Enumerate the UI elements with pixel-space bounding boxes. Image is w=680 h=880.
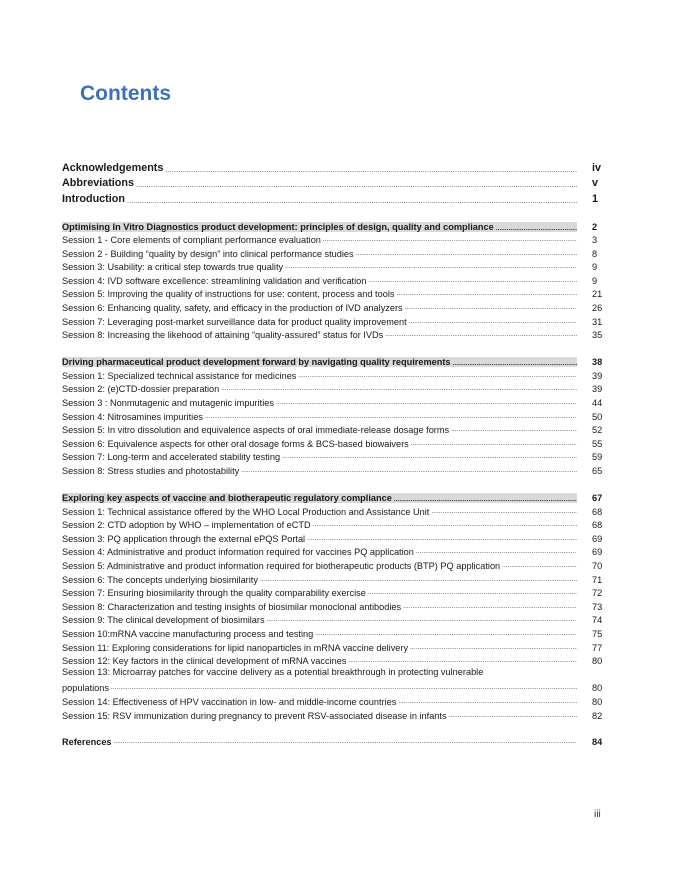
toc-entry[interactable] xyxy=(62,367,612,381)
leader-dots xyxy=(282,452,577,462)
toc-label: Session 7: Ensuring biosimilarity through the quality comparability exercise xyxy=(62,588,366,599)
spacer xyxy=(62,476,612,489)
toc-label: populations xyxy=(62,683,109,694)
leader-dots xyxy=(205,412,577,422)
toc-label: Session 5: Administrative and product information required for biotherapeutic products (BTP) PQ application xyxy=(62,560,501,571)
toc-entry[interactable] xyxy=(62,381,612,395)
leader-dots xyxy=(410,643,577,653)
toc-entry[interactable] xyxy=(62,422,612,436)
toc-page: 70 xyxy=(592,560,603,571)
leader-dots xyxy=(398,697,577,707)
toc-label: Driving pharmaceutical product development forward by navigating quality requirements xyxy=(62,357,451,368)
leader-dots xyxy=(241,466,577,476)
toc-entry[interactable] xyxy=(62,449,612,463)
toc-entry[interactable] xyxy=(62,394,612,408)
leader-dots xyxy=(285,262,577,272)
toc-page: 59 xyxy=(592,452,603,463)
toc-label: Session 1: Specialized technical assistance for medicines xyxy=(62,370,297,381)
toc-label: Session 14: Effectiveness of HPV vaccination in low- and middle-income countries xyxy=(62,696,397,707)
toc-entry-wrapped-line[interactable]: Session 13: Microarray patches for vaccine delivery as a potential breakthrough in protecting vulnerable xyxy=(62,667,484,678)
toc-entry[interactable] xyxy=(62,612,612,626)
toc-section-heading[interactable] xyxy=(62,353,612,367)
toc-page: 69 xyxy=(592,547,603,558)
toc-page: 67 xyxy=(592,493,603,503)
toc-entry[interactable] xyxy=(62,639,612,653)
toc-entry[interactable] xyxy=(62,503,612,517)
toc-entry[interactable] xyxy=(62,408,612,422)
toc-label: Session 8: Characterization and testing insights of biosimilar monoclonal antibodies xyxy=(62,601,402,612)
spacer xyxy=(62,205,612,218)
toc-label: Abbreviations xyxy=(62,177,134,189)
toc-label: Session 2 - Building “quality by design” into clinical performance studies xyxy=(62,248,354,259)
toc-label: Session 4: Administrative and product information required for vaccines PQ application xyxy=(62,547,414,558)
leader-dots xyxy=(298,371,577,381)
leader-dots xyxy=(315,629,577,639)
toc-label: Session 3: Usability: a critical step towards true quality xyxy=(62,262,284,273)
leader-dots xyxy=(356,249,577,259)
toc-section-heading[interactable] xyxy=(62,489,612,503)
leader-dots xyxy=(411,439,577,449)
toc-page: 75 xyxy=(592,628,603,639)
toc-label: Session 8: Stress studies and photostability xyxy=(62,466,240,476)
leader-dots xyxy=(127,198,577,205)
toc-page: 39 xyxy=(592,384,603,395)
leader-dots xyxy=(431,507,577,517)
leader-dots xyxy=(136,182,577,189)
leader-dots xyxy=(405,303,577,313)
leader-dots xyxy=(496,226,577,232)
toc-page: 9 xyxy=(592,275,598,286)
toc-page: 1 xyxy=(592,192,599,205)
toc-label: Session 2: (e)CTD-dossier preparation xyxy=(62,384,220,395)
leader-dots xyxy=(403,602,577,612)
toc-label: Session 1 - Core elements of compliant performance evaluation xyxy=(62,235,321,246)
leader-dots xyxy=(323,235,577,245)
leader-dots xyxy=(368,588,577,598)
toc-page: 72 xyxy=(592,588,603,599)
toc-page: 68 xyxy=(592,520,603,531)
toc-entry[interactable] xyxy=(62,653,612,667)
toc-page: 77 xyxy=(592,642,603,653)
toc-label: Session 2: CTD adoption by WHO – implementation of eCTD xyxy=(62,520,311,531)
spacer xyxy=(62,721,612,734)
table-of-contents xyxy=(62,158,612,747)
toc-label: Session 15: RSV immunization during pregnancy to prevent RSV-associated disease in infants xyxy=(62,710,447,721)
leader-dots xyxy=(394,497,577,503)
toc-entry[interactable] xyxy=(62,693,612,707)
toc-entry[interactable] xyxy=(62,462,612,476)
toc-page: 74 xyxy=(592,615,603,626)
toc-label: Session 4: Nitrosamines impurities xyxy=(62,411,203,422)
toc-label: Session 12: Key factors in the clinical development of mRNA vaccines xyxy=(62,656,347,667)
toc-label: Exploring key aspects of vaccine and biotherapeutic regulatory compliance xyxy=(62,493,392,503)
leader-dots xyxy=(111,683,577,693)
toc-page: 52 xyxy=(592,425,603,436)
toc-label: Optimising In Vitro Diagnostics product development: principles of design, quality and compliance xyxy=(62,221,494,232)
toc-page: 2 xyxy=(592,221,598,232)
toc-label: References xyxy=(62,737,112,748)
toc-entry[interactable] xyxy=(62,245,612,259)
toc-page: 65 xyxy=(592,466,603,476)
toc-entry[interactable] xyxy=(62,272,612,286)
toc-entry[interactable] xyxy=(62,544,612,558)
toc-entry[interactable] xyxy=(62,286,612,300)
toc-entry[interactable] xyxy=(62,571,612,585)
toc-page: 21 xyxy=(592,289,603,300)
toc-page: 69 xyxy=(592,533,603,544)
leader-dots xyxy=(453,361,577,367)
toc-entry[interactable] xyxy=(62,585,612,599)
toc-label: Introduction xyxy=(62,192,125,205)
toc-label: Session 7: Leveraging post-market surveillance data for product quality improvement xyxy=(62,316,407,327)
toc-label: Session 6: The concepts underlying biosimilarity xyxy=(62,574,258,585)
toc-page: 68 xyxy=(592,506,603,517)
page-number: iii xyxy=(594,809,601,820)
toc-entry[interactable] xyxy=(62,707,612,721)
toc-page: 50 xyxy=(592,411,603,422)
toc-label: Session 5: In vitro dissolution and equivalence aspects of oral immediate-release dosage forms xyxy=(62,425,450,436)
toc-entry[interactable] xyxy=(62,517,612,531)
toc-label: Session 6: Equivalence aspects for other oral dosage forms & BCS-based biowaivers xyxy=(62,438,409,449)
toc-page: 44 xyxy=(592,398,603,409)
toc-page: 38 xyxy=(592,357,603,368)
toc-label: Session 7: Long-term and accelerated stability testing xyxy=(62,452,281,463)
toc-entry[interactable] xyxy=(62,259,612,273)
toc-page: 35 xyxy=(592,330,603,341)
toc-entry[interactable] xyxy=(62,625,612,639)
toc-entry-abbreviations[interactable] xyxy=(62,174,612,190)
toc-entry-references[interactable] xyxy=(62,734,612,748)
leader-dots xyxy=(260,575,577,585)
toc-page: 55 xyxy=(592,438,603,449)
leader-dots xyxy=(307,534,577,544)
leader-dots xyxy=(348,656,577,666)
toc-label: Session 9: The clinical development of biosimilars xyxy=(62,615,265,626)
leader-dots xyxy=(385,330,577,340)
toc-label: Session 3: PQ application through the external ePQS Portal xyxy=(62,533,306,544)
spacer xyxy=(62,340,612,353)
leader-dots xyxy=(165,167,577,174)
toc-page: 31 xyxy=(592,316,603,327)
page-title: Contents xyxy=(80,82,171,105)
toc-label: Session 4: IVD software excellence: streamlining validation and verification xyxy=(62,275,367,286)
toc-label: Session 11: Exploring considerations for lipid nanoparticles in mRNA vaccine delivery xyxy=(62,642,409,653)
toc-page: 80 xyxy=(592,696,603,707)
toc-page: 3 xyxy=(592,235,598,246)
leader-dots xyxy=(416,547,577,557)
toc-entry[interactable] xyxy=(62,530,612,544)
leader-dots xyxy=(267,615,577,625)
toc-label: Session 6: Enhancing quality, safety, and efficacy in the production of IVD analyzers xyxy=(62,303,403,314)
toc-entry[interactable] xyxy=(62,299,612,313)
toc-page: 80 xyxy=(592,683,603,694)
toc-page: v xyxy=(592,177,599,189)
toc-entry[interactable] xyxy=(62,680,612,694)
toc-page: 26 xyxy=(592,303,603,314)
leader-dots xyxy=(451,425,577,435)
toc-section-heading[interactable] xyxy=(62,218,612,232)
toc-entry-introduction[interactable] xyxy=(62,189,612,205)
leader-dots xyxy=(368,276,577,286)
leader-dots xyxy=(313,520,577,530)
leader-dots xyxy=(449,711,577,721)
toc-page: 82 xyxy=(592,710,603,721)
leader-dots xyxy=(114,737,577,747)
toc-entry[interactable] xyxy=(62,327,612,341)
toc-page: iv xyxy=(592,161,602,174)
toc-label: Session 8: Increasing the likehood of attaining “quality-assured” status for IVDs xyxy=(62,330,384,341)
toc-label: Session 3 : Nonmutagenic and mutagenic impurities xyxy=(62,398,274,409)
toc-page: 80 xyxy=(592,656,603,667)
toc-page: 84 xyxy=(592,737,603,748)
leader-dots xyxy=(396,289,577,299)
toc-entry[interactable] xyxy=(62,557,612,571)
leader-dots xyxy=(502,561,577,571)
toc-page: 73 xyxy=(592,601,603,612)
toc-entry[interactable] xyxy=(62,232,612,246)
toc-label: Acknowledgements xyxy=(62,161,164,174)
toc-page: 8 xyxy=(592,248,598,259)
leader-dots xyxy=(221,384,577,394)
toc-entry[interactable] xyxy=(62,435,612,449)
leader-dots xyxy=(409,317,577,327)
leader-dots xyxy=(276,398,577,408)
toc-page: 9 xyxy=(592,262,598,273)
toc-entry-acknowledgements[interactable] xyxy=(62,158,612,174)
toc-page: 71 xyxy=(592,574,603,585)
toc-label: Session 10:mRNA vaccine manufacturing process and testing xyxy=(62,628,314,639)
toc-page: 39 xyxy=(592,370,603,381)
toc-entry[interactable] xyxy=(62,598,612,612)
toc-label: Session 1: Technical assistance offered by the WHO Local Production and Assistance Unit xyxy=(62,506,430,517)
toc-entry[interactable] xyxy=(62,313,612,327)
toc-label: Session 5: Improving the quality of instructions for use: content, process and tools xyxy=(62,289,395,300)
